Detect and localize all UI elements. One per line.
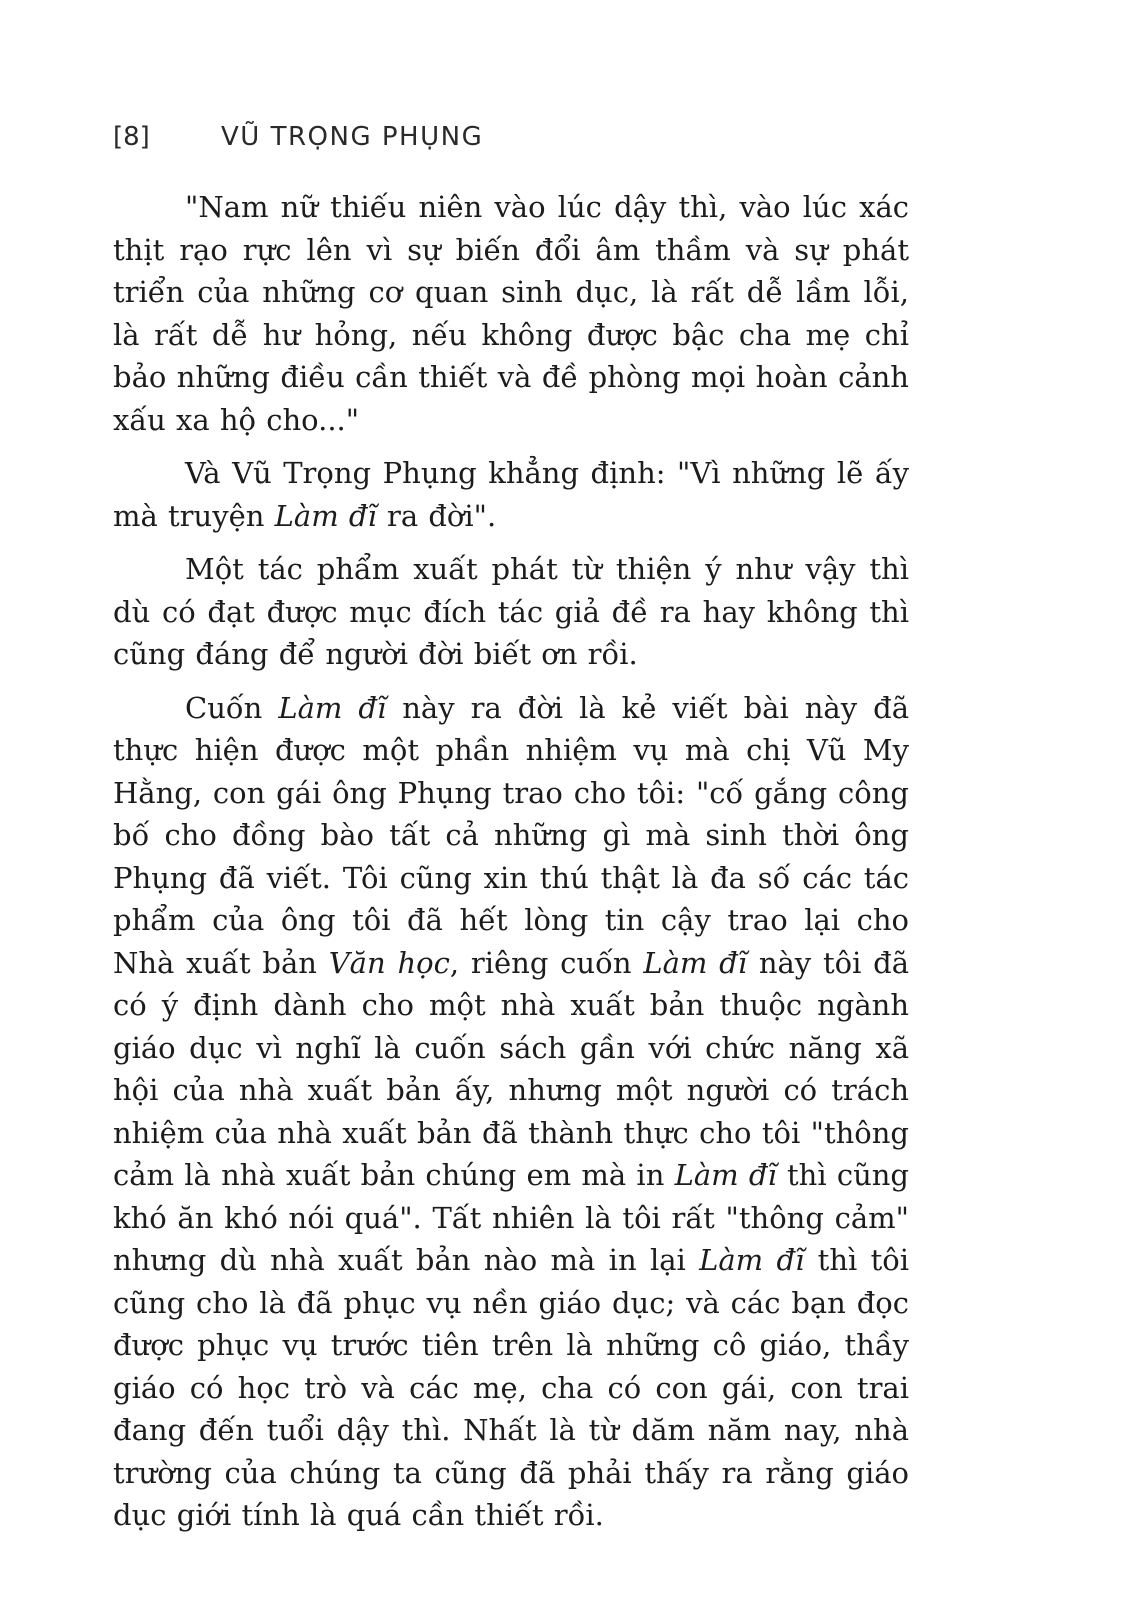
text-run: này tôi đã có ý định dành cho một nhà xuất bản thuộc ngành giáo dục vì nghĩ là cuốn sách gần với chức năng xã hội của nhà xuất bản ấy, nhưng một người có trách nhiệm của nhà xuất bản đã thành thực cho tôi "thông cảm là nhà xuất bản chúng em mà in [113,945,910,1192]
paragraph [113,548,909,676]
text-run: Một tác phẩm xuất phát từ thiện ý như vậy thì dù có đạt được mục đích tác giả đề ra hay không thì cũng đáng để người đời biết ơn rồi. [113,552,909,671]
text-run: "Nam nữ thiếu niên vào lúc dậy thì, vào lúc xác thịt rạo rực lên vì sự biến đổi âm thầm và sự phát triển của những cơ quan sinh dục, là rất dễ lầm lỗi, là rất dễ hư hỏng, nếu không được bậc cha mẹ chỉ bảo những điều cần thiết và đề phòng mọi hoàn cảnh xấu xa hộ cho..." [113,190,909,437]
italic-text-run: Làm đĩ [274,498,377,533]
italic-text-run: Văn học [328,945,450,980]
text-run: ra đời". [376,498,497,533]
paragraph [113,687,909,1537]
paragraph [113,452,909,537]
italic-text-run: Làm đĩ [643,945,748,980]
text-run: , riêng cuốn [449,945,644,980]
author-running-head: VŨ TRỌNG PHỤNG [221,122,484,152]
page-number: [8] [113,122,150,152]
text-run: thì tôi cũng cho là đã phục vụ nền giáo dục; và các bạn đọc được phục vụ trước tiên trên là những cô giáo, thầy giáo có học trò và các mẹ, cha có con gái, con trai đang đến tuổi dậy thì. Nhất là từ dăm năm nay, nhà trường của chúng ta cũng đã phải thấy ra rằng giáo dục giới tính là quá cần thiết rồi. [113,1243,909,1532]
italic-text-run: Làm đĩ [674,1158,777,1192]
text-run: Và Vũ Trọng Phụng khẳng định: "Vì những lẽ ấy mà truyện [113,456,909,533]
text-run: thì cũng khó ăn khó nói quá". Tất nhiên là tôi rất "thông cảm" nhưng dù nhà xuất bản nào mà in lại [113,1158,909,1277]
page-header [113,122,909,152]
text-run: này ra đời là kẻ viết bài này đã thực hiện được một phần nhiệm vụ mà chị Vũ My Hằng, con gái ông Phụng trao cho tôi: "cố gắng công bố cho đồng bào tất cả những gì mà sinh thời ông Phụng đã viết. Tôi cũng xin thú thật là đa số các tác phẩm của ông tôi đã hết lòng tin cậy trao lại cho Nhà xuất bản [113,690,909,980]
document-body [113,186,909,1537]
text-run: Cuốn [185,690,279,725]
paragraph [113,186,909,441]
italic-text-run: Làm đĩ [699,1243,805,1277]
italic-text-run: Làm đĩ [278,690,387,725]
